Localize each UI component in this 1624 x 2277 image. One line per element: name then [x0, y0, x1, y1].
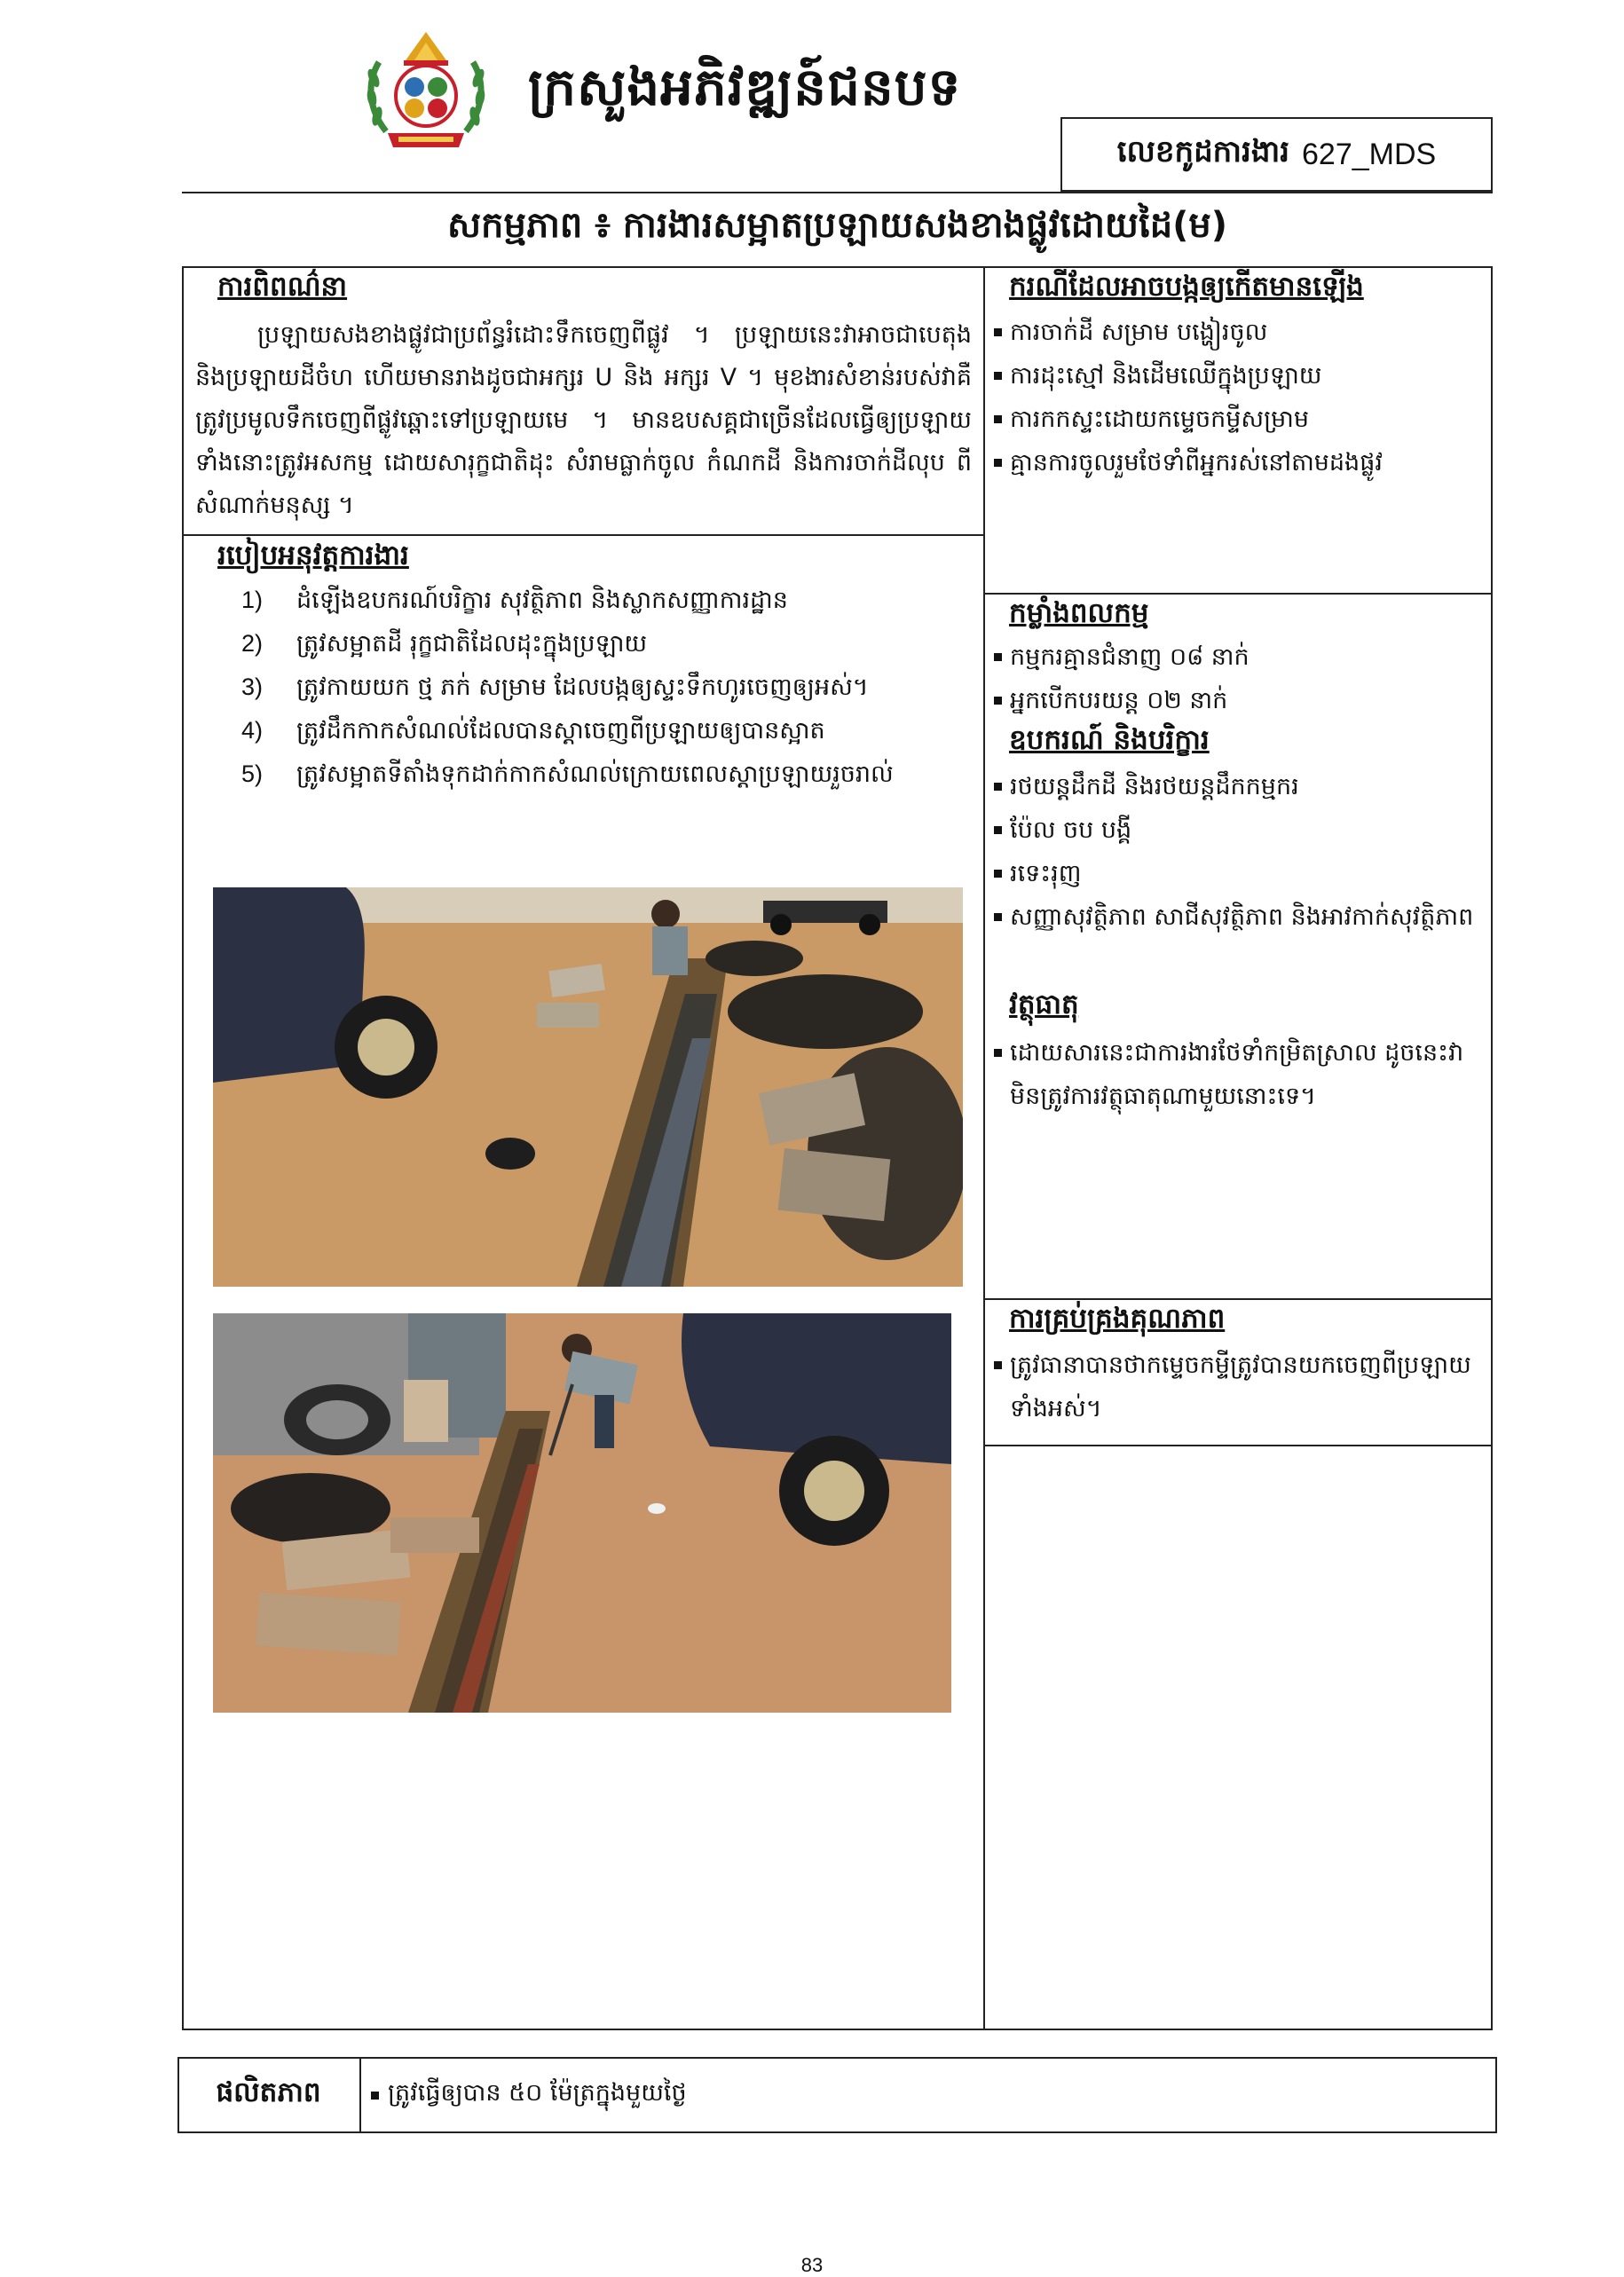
photo-drain-cleaning-2 [213, 1313, 951, 1713]
cause-item: ការចាក់ដី សម្រាម បង្ហៀរចូល [992, 311, 1480, 354]
method-step: 3) ត្រូវកាយយក ថ្ម ភក់ សម្រាម ដែលបង្កឲ្យស្ទះទឹកហូរចេញឲ្យអស់។ [241, 674, 869, 701]
equipment-item: ប៉ែល ចប បង្គី [992, 808, 1476, 852]
ministry-name: ក្រសួងអភិវឌ្ឍន៍ជនបទ [528, 57, 962, 117]
bullet-icon [371, 2092, 379, 2100]
row-divider-description [182, 534, 985, 536]
page-number: 83 [800, 2254, 824, 2276]
productivity-divider [359, 2057, 361, 2133]
causes-list [992, 311, 1480, 485]
labor-item: កម្មករគ្មានជំនាញ ០៨ នាក់ [992, 635, 1480, 679]
photo-drain-cleaning-1 [213, 887, 963, 1287]
column-divider [983, 266, 985, 2030]
quality-title: ការគ្រប់គ្រងគុណភាព [1009, 1303, 1226, 1335]
method-steps [241, 579, 894, 796]
activity-title: សកម្មភាព ៖ ការងារសម្អាតប្រឡាយសងខាងផ្លូវដោយដៃ(ម) [446, 205, 1228, 246]
row-divider-quality [983, 1445, 1493, 1446]
equipment-item: រថយន្តដឹកដី និងរថយន្តដឹកកម្មករ [992, 765, 1476, 808]
document-code-value: 627_MDS [1302, 137, 1437, 171]
row-divider-causes [983, 593, 1493, 595]
header-divider [182, 192, 1493, 193]
equipment-title: ឧបករណ៍ និងបរិក្ខារ [1009, 724, 1210, 756]
labor-list [992, 635, 1480, 722]
method-step: 4) ត្រូវដឹកកាកសំណល់ដែលបានស្តាចេញពីប្រឡាយឲ្យបានស្អាត [241, 717, 825, 745]
cause-item: គ្មានការចូលរួមថែទាំពីអ្នករស់នៅតាមដងផ្លូវ [992, 441, 1480, 485]
equipment-item: សញ្ញាសុវត្ថិភាព សាជីសុវត្ថិភាព និងអាវកាក់សុវត្ថិភាព [992, 895, 1476, 939]
cause-item: ការកកស្ទះដោយកម្ទេចកម្ទីសម្រាម [992, 398, 1480, 441]
method-step: 1) ដំឡើងឧបករណ៍បរិក្ខារ សុវត្ថិភាព និងស្លាកសញ្ញាការដ្ឋាន [241, 587, 788, 614]
equipment-item: រទេះរុញ [992, 852, 1476, 895]
cause-item: ការដុះស្មៅ និងដើមឈើក្នុងប្រឡាយ [992, 354, 1480, 398]
document-code-label: លេខកូដការងារ [1116, 134, 1290, 169]
equipment-list [992, 765, 1476, 939]
materials-list [992, 1031, 1476, 1118]
materials-title: វត្ថុធាតុ [1009, 989, 1079, 1020]
productivity-value-row [371, 2057, 687, 2133]
quality-item: ត្រូវធានាបានថាកម្ទេចកម្ទីត្រូវបានយកចេញពីប្រឡាយទាំងអស់។ [992, 1343, 1476, 1430]
document-code-box [1060, 117, 1493, 192]
quality-list [992, 1343, 1476, 1430]
description-text: ប្រឡាយសងខាងផ្លូវជាប្រព័ន្ធរំដោះទឹកចេញពីផ្លូវ ។ ប្រឡាយនេះវាអាចជាបេតុង និងប្រឡាយដីចំហ ហើយមានរាងដូចជាអក្សរ U និង អក្សរ V ។ មុខងារសំខាន់របស់វាគឺត្រូវប្រមូលទឹកចេញពីផ្លូវឆ្ពោះទៅប្រឡាយមេ ។ មានឧបសគ្គជាច្រើនដែលធ្វើឲ្យប្រឡាយទាំងនោះត្រូវអសកម្ម ដោយសារុក្ខជាតិដុះ សំរាមធ្លាក់ចូល កំណកដី និងការចាក់ដីលុប ពីសំណាក់មនុស្ស ។ [195, 321, 972, 519]
method-title: របៀបអនុវត្តការងារ [217, 540, 409, 571]
row-divider-resources [983, 1298, 1493, 1300]
labor-item: អ្នកបើកបរយន្ត ០២ នាក់ [992, 679, 1480, 722]
method-step: 2) ត្រូវសម្អាតដី រុក្ខជាតិដែលដុះក្នុងប្រឡាយ [241, 630, 648, 658]
labor-title: កម្លាំងពលកម្ម [1009, 597, 1149, 629]
materials-item: ដោយសារនេះជាការងារថែទាំកម្រិតស្រាល ដូចនេះវាមិនត្រូវការវត្ថុធាតុណាមួយនោះទេ។ [992, 1031, 1476, 1118]
method-step: 5) ត្រូវសម្អាតទីតាំងទុកដាក់កាកសំណល់ក្រោយពេលស្តាប្រឡាយរួចរាល់ [241, 760, 894, 788]
causes-title: ករណីដែលអាចបង្កឲ្យកើតមានឡើង [1009, 271, 1364, 303]
description-title: ការពិពណ៌នា [217, 271, 348, 303]
ministry-logo [359, 25, 493, 158]
productivity-value: ត្រូវធ្វើឲ្យបាន ៥០ ម៉ែត្រក្នុងមួយថ្ងៃ [388, 2078, 687, 2107]
productivity-label: ផលិតភាព [216, 2076, 321, 2108]
